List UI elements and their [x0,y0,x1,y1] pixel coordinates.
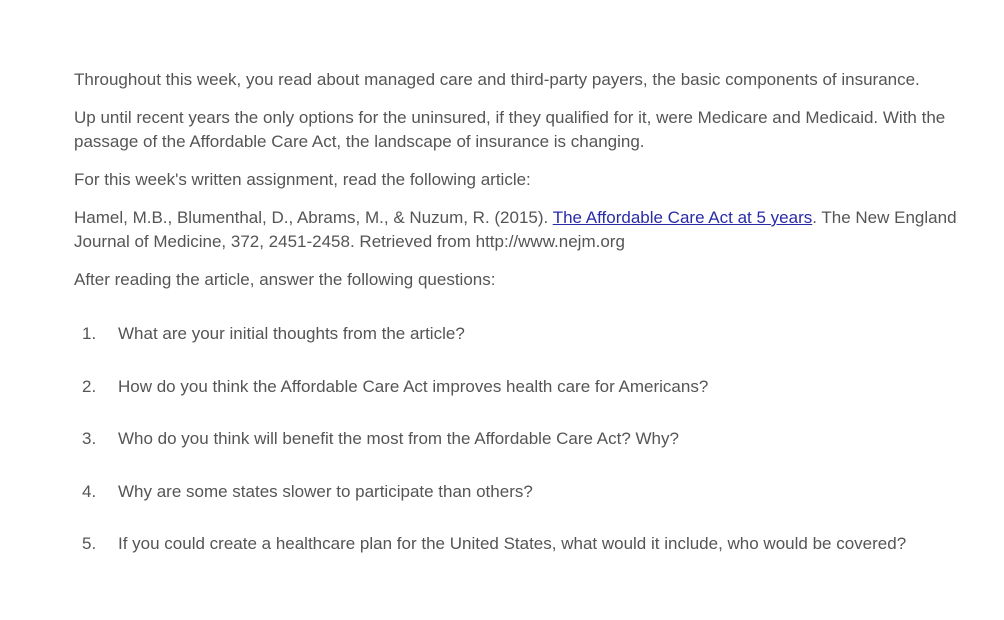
question-number: 4. [82,481,97,501]
question-item [74,427,974,451]
question-number: 5. [82,534,97,553]
question-number: 1. [82,324,97,343]
question-number: 2. [82,376,97,396]
question-text: What are your initial thoughts from the article? [118,324,465,343]
question-text: Who do you think will benefit the most from the Affordable Care Act? Why? [118,429,679,448]
question-item [74,480,974,504]
question-text: If you could create a healthcare plan for the United States, what would it include, who would be covered? [118,534,907,553]
question-text: How do you think the Affordable Care Act improves health care for Americans? [118,376,709,396]
question-item [74,322,974,346]
instruction-paragraph: For this week's written assignment, read the following article: [74,170,531,189]
question-number: 3. [82,429,97,448]
context-paragraph: Up until recent years the only options for the uninsured, if they qualified for it, were Medicare and Medicaid. With the passage of the Affordable Care Act, the landscape of insurance is changing. [74,108,946,151]
assignment-content [74,68,974,585]
question-text: Why are some states slower to participate than others? [118,481,533,501]
article-link[interactable]: The Affordable Care Act at 5 years [552,208,813,227]
after-reading-paragraph: After reading the article, answer the following questions: [74,270,496,289]
citation-authors: Hamel, M.B., Blumenthal, D., Abrams, M., & Nuzum, R. (2015). [74,208,553,227]
article-citation [74,206,974,254]
citation-source: . The New England Journal of Medicine, 372, 2451-2458. Retrieved from http://www.nejm.org [74,208,957,251]
question-list [74,322,974,556]
question-item [74,375,974,399]
question-item [74,532,974,556]
intro-paragraph: Throughout this week, you read about managed care and third-party payers, the basic components of insurance. [74,70,920,89]
